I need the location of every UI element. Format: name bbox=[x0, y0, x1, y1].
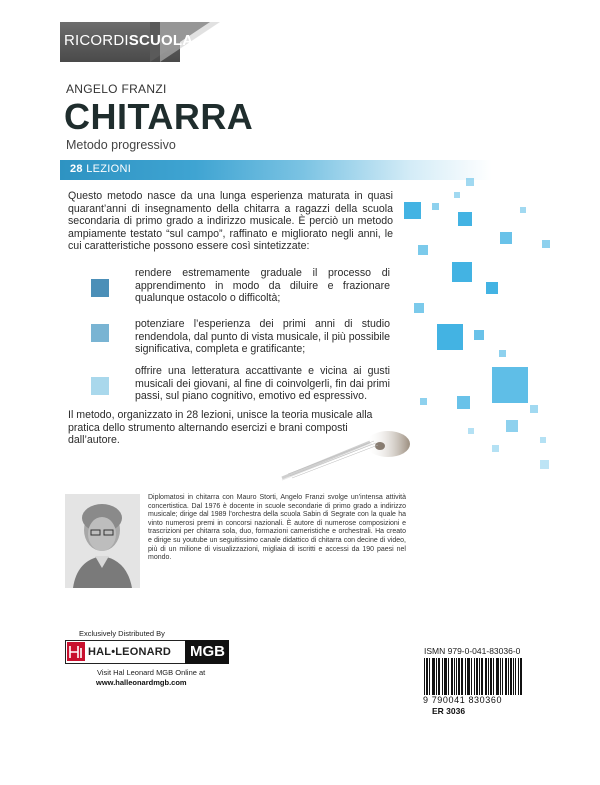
deco-square bbox=[520, 207, 526, 213]
barcode-bar bbox=[515, 658, 516, 695]
hal-leonard-emblem-icon bbox=[67, 642, 85, 661]
deco-square bbox=[466, 178, 474, 186]
barcode-bar bbox=[479, 658, 480, 695]
barcode-bar bbox=[446, 658, 447, 695]
book-title: CHITARRA bbox=[64, 96, 254, 137]
deco-square bbox=[486, 282, 498, 294]
deco-square bbox=[458, 212, 472, 226]
barcode-bar bbox=[469, 658, 470, 695]
bullet-text-3: offrire una letteratura accattivante e vicina ai gusti musicali dei giovani, al fine di coinvolgerli, fin dai primi passi, sul piano cognitivo, emotivo ed espressivo. bbox=[135, 365, 390, 403]
barcode-bar bbox=[474, 658, 475, 695]
lessons-word: LEZIONI bbox=[86, 163, 132, 175]
deco-square bbox=[540, 460, 549, 469]
bullet-text-2: potenziare l’esperienza dei primi anni di studio rendendola, dal punto di vista musicale, il più possibile significativa, completa e gratificante; bbox=[135, 318, 390, 356]
barcode-bar bbox=[429, 658, 430, 695]
barcode-bar bbox=[476, 658, 477, 695]
barcode-bar bbox=[510, 658, 511, 695]
barcode-bar bbox=[513, 658, 514, 695]
mgb-wordmark: MGB bbox=[190, 643, 225, 660]
barcode-bar bbox=[439, 658, 440, 695]
barcode-digits: 9 790041 830360 bbox=[423, 695, 503, 705]
deco-square bbox=[474, 330, 484, 340]
barcode-bar bbox=[500, 658, 501, 695]
barcode-bar bbox=[490, 658, 491, 695]
barcode-bar bbox=[456, 658, 457, 695]
deco-square bbox=[420, 398, 427, 405]
barcode-bar bbox=[518, 658, 519, 695]
barcode-bar bbox=[451, 658, 452, 695]
barcode-bar bbox=[459, 658, 460, 695]
outro-paragraph: Il metodo, organizzato in 28 lezioni, unisce la teoria musicale alla pratica dello strumento alternando esercizi e brani composti dall’autore. bbox=[68, 409, 373, 447]
barcode-bar bbox=[427, 658, 428, 695]
barcode-bar bbox=[491, 658, 492, 695]
barcode-bar bbox=[434, 658, 435, 695]
deco-square bbox=[530, 405, 538, 413]
deco-square bbox=[452, 262, 472, 282]
bullet-square-3 bbox=[91, 377, 109, 395]
deco-square bbox=[468, 428, 474, 434]
barcode-bar bbox=[432, 658, 433, 695]
barcode-bar bbox=[458, 658, 459, 695]
author-photo bbox=[65, 494, 140, 588]
barcode-bar bbox=[482, 658, 483, 695]
barcode-bar bbox=[485, 658, 486, 695]
author-name: ANGELO FRANZI bbox=[66, 82, 167, 96]
website-url: www.halleonardmgb.com bbox=[96, 678, 187, 687]
publisher-logo bbox=[64, 32, 193, 49]
deco-square bbox=[418, 245, 428, 255]
barcode bbox=[424, 658, 522, 695]
barcode-bar bbox=[461, 658, 462, 695]
barcode-bar bbox=[493, 658, 494, 695]
deco-square bbox=[404, 202, 421, 219]
brand-ricordi: RICORDI bbox=[64, 32, 129, 49]
deco-square bbox=[457, 396, 470, 409]
barcode-bar bbox=[436, 658, 437, 695]
intro-paragraph: Questo metodo nasce da una lunga esperienza maturata in quasi quarant’anni di insegnamento della chitarra a ragazzi della scuola secondaria di primo grado a indirizzo musicale. È perciò un metodo ampiamente testato “sul campo”, raffinato e migliorato negli anni, le cui caratteristiche possono essere così sintetizzate: bbox=[68, 190, 393, 253]
deco-square bbox=[414, 303, 424, 313]
barcode-bar bbox=[488, 658, 489, 695]
barcode-bar bbox=[481, 658, 482, 695]
barcode-bar bbox=[497, 658, 498, 695]
barcode-bar bbox=[511, 658, 512, 695]
barcode-bar bbox=[445, 658, 446, 695]
deco-square bbox=[540, 437, 546, 443]
guitar-illustration bbox=[280, 428, 410, 483]
barcode-bar bbox=[477, 658, 478, 695]
barcode-bar bbox=[521, 658, 522, 695]
book-subtitle: Metodo progressivo bbox=[66, 138, 176, 152]
deco-square bbox=[492, 445, 499, 452]
barcode-bar bbox=[468, 658, 469, 695]
barcode-bar bbox=[452, 658, 453, 695]
barcode-bar bbox=[442, 658, 443, 695]
barcode-bar bbox=[454, 658, 455, 695]
distributed-label: Exclusively Distributed By bbox=[79, 629, 165, 638]
lessons-number: 28 bbox=[70, 163, 83, 175]
deco-square bbox=[454, 192, 460, 198]
author-bio: Diplomatosi in chitarra con Mauro Storti, Angelo Franzi svolge un’intensa attività concertistica. Dal 1976 è docente in scuole secondarie di primo grado a indirizzo musicale; dirige dal 1989 l’orchestra della scuola Sabin di Segrate con la quale ha vinto numerosi premi in concorsi nazionali. È autore di numerose composizioni e trascrizioni per chitarra sola, duo, formazioni cameristiche e orchestrali. Ha creato e dirige su youtube un seguitissimo canale didattico di chitarra con decine di video, più di un milione di visualizzazioni, migliaia di iscritti e accessi da 190 paesi nel mondo. bbox=[148, 494, 406, 562]
barcode-bar bbox=[433, 658, 434, 695]
barcode-bar bbox=[448, 658, 449, 695]
barcode-bar bbox=[502, 658, 503, 695]
barcode-bar bbox=[506, 658, 507, 695]
deco-square bbox=[506, 420, 518, 432]
bullet-text-1: rendere estremamente graduale il processo di apprendimento in modo da diluire e frazionare qualunque ostacolo o difficoltà; bbox=[135, 267, 390, 305]
barcode-bar bbox=[462, 658, 463, 695]
lessons-bar bbox=[60, 160, 600, 180]
barcode-bar bbox=[505, 658, 506, 695]
deco-square bbox=[437, 324, 463, 350]
barcode-bar bbox=[465, 658, 466, 695]
barcode-bar bbox=[426, 658, 427, 695]
bullet-square-1 bbox=[91, 279, 109, 297]
barcode-bar bbox=[520, 658, 521, 695]
barcode-bar bbox=[444, 658, 445, 695]
bullet-square-2 bbox=[91, 324, 109, 342]
visit-label: Visit Hal Leonard MGB Online at bbox=[97, 668, 206, 677]
barcode-bar bbox=[471, 658, 472, 695]
deco-square bbox=[542, 240, 550, 248]
barcode-bar bbox=[498, 658, 499, 695]
brand-scuola: SCUOLA bbox=[128, 32, 194, 49]
hal-leonard-wordmark: HAL•LEONARD bbox=[88, 646, 172, 658]
barcode-bar bbox=[508, 658, 509, 695]
barcode-bar bbox=[424, 658, 425, 695]
ismn-code: ISMN 979-0-041-83036-0 bbox=[424, 646, 521, 656]
deco-square bbox=[432, 203, 439, 210]
deco-square bbox=[492, 367, 528, 403]
deco-square bbox=[500, 232, 512, 244]
barcode-bar bbox=[438, 658, 439, 695]
deco-square bbox=[499, 350, 506, 357]
barcode-bar bbox=[486, 658, 487, 695]
lessons-label bbox=[70, 163, 131, 175]
barcode-bar bbox=[467, 658, 468, 695]
catalog-code: ER 3036 bbox=[432, 706, 466, 716]
barcode-bar bbox=[496, 658, 497, 695]
